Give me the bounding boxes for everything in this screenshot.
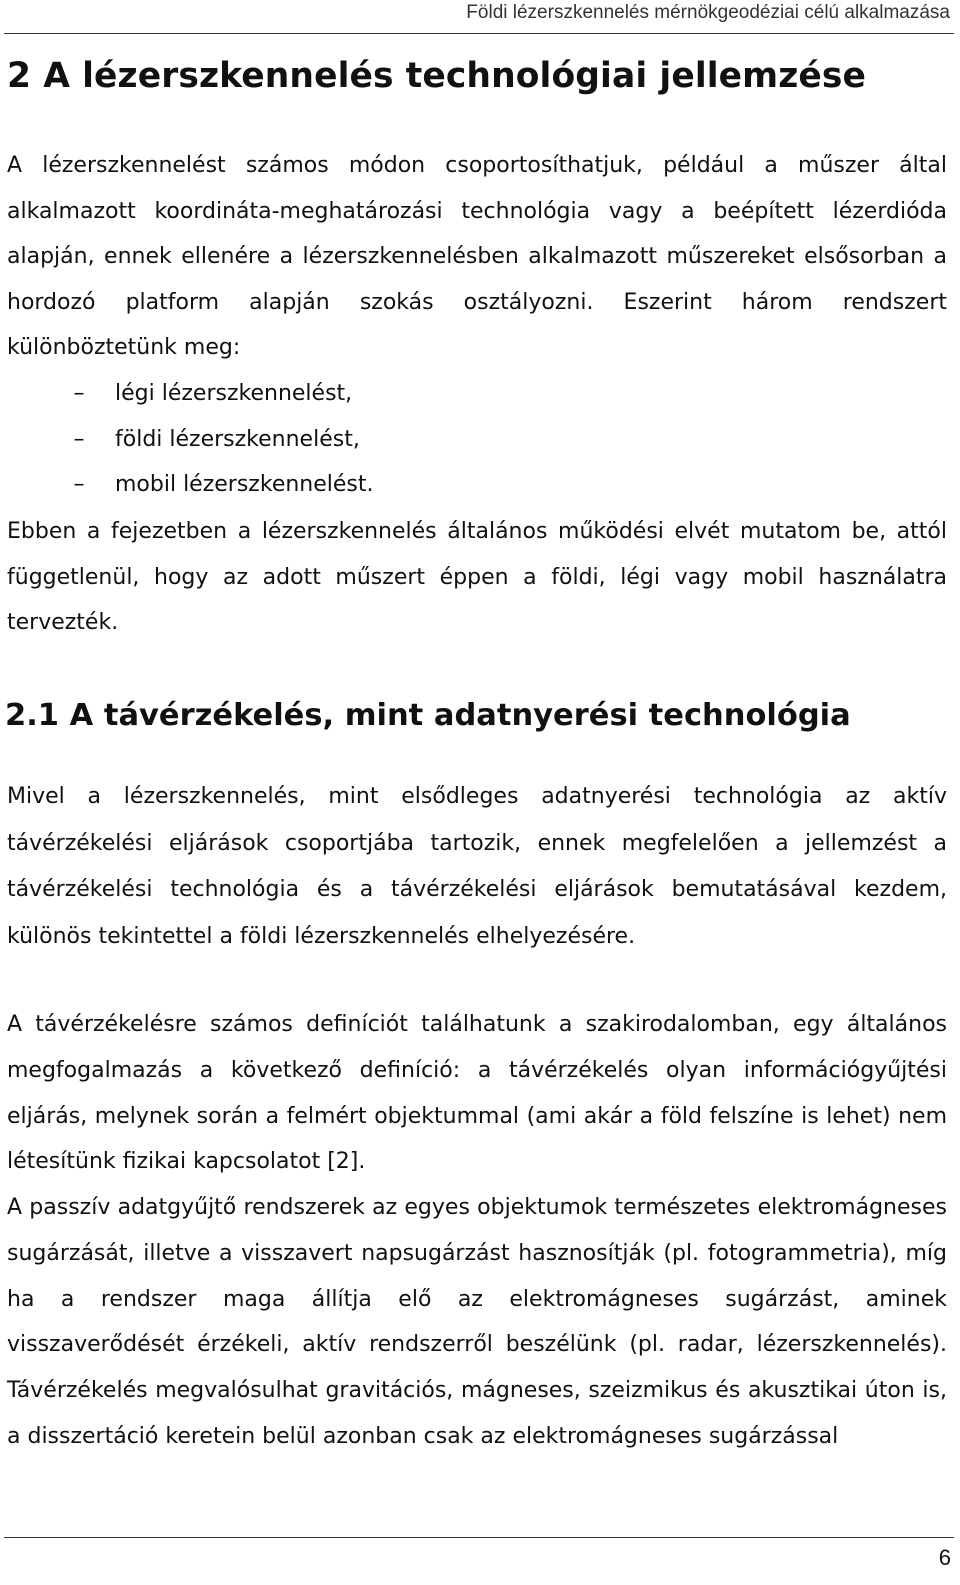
platform-list xyxy=(0,371,374,508)
intro-paragraph: A lézerszkennelést számos módon csoportosíthatjuk, például a műszer által alkalmazott koordináta-meghatározási technológia vagy a beépített lézerdióda alapján, ennek ellenére a lézerszkennelésben alkalmazott műszereket elsősorban a hordozó platform alapján szokás osztályozni. Eszerint három rendszert különböztetünk meg: xyxy=(7,153,947,360)
running-header: Földi lézerszkennelés mérnökgeodéziai célú alkalmazása xyxy=(466,2,950,23)
list-dash: – xyxy=(73,381,85,406)
chapter-heading: 2 A lézerszkennelés technológiai jellemzése xyxy=(7,56,867,96)
list-item xyxy=(0,462,374,508)
list-item-text: földi lézerszkennelést, xyxy=(115,426,360,452)
body-paragraph: A passzív adatgyűjtő rendszerek az egyes objektumok természetes elektromágneses sugárzását, illetve a visszavert napsugárzást hasznosítják (pl. fotogrammetria), míg ha a rendszer maga állítja elő az elektromágneses sugárzást, aminek visszaverődését érzékeli, aktív rendszerről beszélünk (pl. radar, lézerszkennelés). Távérzékelés megvalósulhat gravitációs, mágneses, szeizmikus és akusztikai úton is, a disszertáció keretein belül azonban csak az elektromágneses sugárzással xyxy=(7,1195,947,1449)
body-paragraph: A távérzékelésre számos definíciót találhatunk a szakirodalomban, egy általános megfogalmazás a következő definíció: a távérzékelés olyan információgyűjtési eljárás, melynek során a felmért objektummal (ami akár a föld felszíne is lehet) nem létesítünk fizikai kapcsolatot [2]. xyxy=(7,1012,947,1175)
list-item-text: légi lézerszkennelést, xyxy=(115,381,353,406)
header-rule xyxy=(4,33,954,34)
list-dash: – xyxy=(73,426,85,452)
page-number: 6 xyxy=(938,1545,951,1570)
footer-rule xyxy=(4,1537,954,1538)
list-item xyxy=(0,371,374,417)
section-heading: 2.1 A távérzékelés, mint adatnyerési technológia xyxy=(5,698,851,733)
list-item-text: mobil lézerszkennelést. xyxy=(115,472,374,497)
chapter-overview-paragraph: Ebben a fejezetben a lézerszkennelés általános működési elvét mutatom be, attól függetlenül, hogy az adott műszert éppen a földi, légi vagy mobil használatra tervezték. xyxy=(7,519,947,635)
list-dash: – xyxy=(73,472,85,497)
body-paragraph: Mivel a lézerszkennelés, mint elsődleges adatnyerési technológia az aktív távérzékelési eljárások csoportjába tartozik, ennek megfelelően a jellemzést a távérzékelési technológia és a távérzékelési eljárások bemutatásával kezdem, különös tekintettel a földi lézerszkennelés elhelyezésére. xyxy=(7,784,947,949)
list-item xyxy=(0,417,374,463)
